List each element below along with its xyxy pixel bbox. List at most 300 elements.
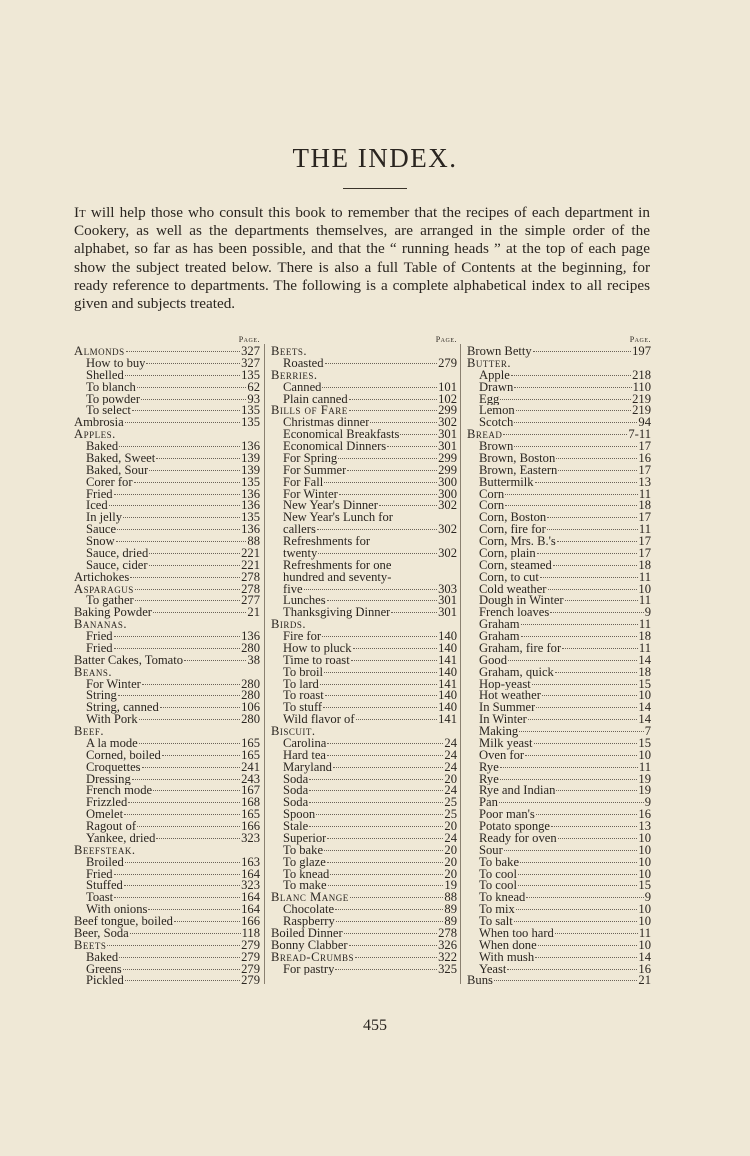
index-entry-page: 140 bbox=[438, 642, 457, 655]
index-entry-page: 11 bbox=[638, 642, 651, 655]
dot-leader bbox=[511, 375, 631, 376]
index-entry-label: Frizzled bbox=[86, 797, 128, 810]
index-entry-page: 323 bbox=[241, 832, 260, 845]
index-entry-page: 301 bbox=[438, 441, 457, 453]
index-entry-page: 164 bbox=[241, 904, 260, 916]
index-entry-label: Carolina bbox=[283, 737, 327, 750]
dot-leader bbox=[139, 743, 240, 744]
index-entry-label: Graham bbox=[479, 619, 520, 631]
index-entry-page: 94 bbox=[638, 417, 651, 430]
dot-leader bbox=[518, 874, 637, 875]
dot-leader bbox=[174, 921, 240, 922]
index-entry-label: Fire for bbox=[283, 631, 322, 643]
intro-lead-word: It bbox=[74, 204, 86, 221]
dot-leader bbox=[556, 790, 637, 791]
index-entry-page: 9 bbox=[644, 892, 651, 905]
index-entry-page: 166 bbox=[241, 916, 260, 928]
index-entry bbox=[271, 714, 457, 726]
index-entry-label: Broiled bbox=[86, 856, 124, 869]
dot-leader bbox=[125, 422, 240, 423]
index-entry bbox=[74, 714, 260, 726]
index-entry-label: To knead bbox=[479, 892, 526, 905]
dot-leader bbox=[325, 363, 438, 364]
index-entry bbox=[74, 964, 260, 976]
index-entry bbox=[74, 809, 260, 821]
index-entry-page: 218 bbox=[632, 369, 651, 382]
index-entry-page: 10 bbox=[638, 749, 651, 762]
index-entry-page: 326 bbox=[438, 939, 457, 952]
dot-leader bbox=[146, 363, 240, 364]
index-entry-page: 323 bbox=[241, 880, 260, 893]
index-entry-page: 243 bbox=[241, 773, 260, 786]
index-entry-page: 20 bbox=[444, 821, 457, 833]
index-entry-page: 168 bbox=[241, 797, 260, 810]
dot-leader bbox=[518, 885, 637, 886]
index-entry-page: 10 bbox=[638, 868, 651, 881]
dot-leader bbox=[349, 945, 438, 946]
index-entry-label: Beer, Soda bbox=[74, 927, 129, 940]
index-entry bbox=[271, 358, 457, 370]
index-entry-label: Yeast bbox=[479, 963, 507, 976]
dot-leader bbox=[119, 446, 240, 447]
index-entry-page: 136 bbox=[241, 488, 260, 501]
index-entry bbox=[74, 465, 260, 477]
index-entry-label: To lard bbox=[283, 678, 319, 691]
index-entry bbox=[271, 548, 457, 560]
index-entry-label: Beets. bbox=[271, 346, 308, 358]
dot-leader bbox=[130, 933, 241, 934]
index-entry-label: To broil bbox=[283, 666, 324, 679]
index-entry-page: 16 bbox=[638, 963, 651, 976]
index-entry-label: With Pork bbox=[86, 714, 138, 726]
index-entry-label: Omelet bbox=[86, 809, 124, 821]
index-entry bbox=[271, 880, 457, 892]
index-entry-page: 279 bbox=[241, 975, 260, 988]
index-entry bbox=[271, 964, 457, 976]
index-entry bbox=[271, 465, 457, 477]
index-entry bbox=[467, 726, 651, 738]
index-entry bbox=[467, 774, 651, 786]
index-entry bbox=[74, 904, 260, 916]
dot-leader bbox=[125, 375, 240, 376]
index-entry-page: 9 bbox=[644, 797, 651, 810]
index-entry-page: 93 bbox=[247, 393, 260, 406]
dot-leader bbox=[149, 565, 241, 566]
index-entry-page: 327 bbox=[241, 346, 260, 358]
dot-leader bbox=[335, 969, 437, 970]
index-entry-page: 278 bbox=[438, 927, 457, 940]
index-entry-label: Beans. bbox=[74, 666, 113, 679]
index-entry-page: 136 bbox=[241, 631, 260, 643]
index-entry-label: To cool bbox=[479, 880, 517, 893]
index-entry-page: 62 bbox=[247, 381, 260, 394]
index-entry-page: 13 bbox=[638, 476, 651, 489]
dot-leader bbox=[134, 482, 241, 483]
index-entry-page: 19 bbox=[638, 785, 651, 798]
index-entry-page: 18 bbox=[638, 559, 651, 572]
index-entry-label: New Year's Dinner bbox=[283, 500, 378, 513]
dot-leader bbox=[327, 862, 444, 863]
index-entry-page: 38 bbox=[247, 654, 260, 667]
index-entry bbox=[271, 489, 457, 501]
dot-leader bbox=[309, 779, 443, 780]
dot-leader bbox=[534, 743, 638, 744]
index-entry bbox=[74, 417, 260, 429]
index-entry-page: 18 bbox=[638, 500, 651, 513]
index-entry bbox=[467, 809, 651, 821]
index-entry bbox=[271, 524, 457, 536]
index-entry-page: 141 bbox=[438, 654, 457, 667]
index-entry-page: 164 bbox=[241, 868, 260, 881]
index-entry-label: Lemon bbox=[479, 405, 515, 418]
index-entry-label: Boiled Dinner bbox=[271, 927, 343, 940]
dot-leader bbox=[339, 494, 437, 495]
index-entry-page: 300 bbox=[438, 488, 457, 501]
index-entry-label: Maryland bbox=[283, 761, 332, 774]
page-column-header: Page. bbox=[629, 335, 651, 344]
index-entry bbox=[74, 785, 260, 797]
dot-leader bbox=[555, 672, 638, 673]
index-entry-page: 302 bbox=[438, 417, 457, 430]
index-entry-label: Soda bbox=[283, 785, 309, 798]
index-entry-label: Brown, Eastern bbox=[479, 464, 558, 477]
dot-leader bbox=[128, 802, 240, 803]
index-entry-page: 301 bbox=[438, 607, 457, 620]
dot-leader bbox=[514, 422, 637, 423]
index-entry-label: Beefsteak. bbox=[74, 844, 136, 857]
index-entry bbox=[74, 441, 260, 453]
dot-leader bbox=[107, 945, 240, 946]
index-entry-label: To blanch bbox=[86, 381, 136, 394]
dot-leader bbox=[494, 980, 638, 981]
index-entry-label: Sauce bbox=[86, 524, 117, 536]
index-entry-page: 135 bbox=[241, 417, 260, 430]
index-entry bbox=[271, 940, 457, 952]
index-entry-page: 89 bbox=[444, 916, 457, 928]
index-entry-page: 278 bbox=[241, 583, 260, 596]
dot-leader bbox=[123, 969, 240, 970]
index-entry-page: 136 bbox=[241, 500, 260, 513]
index-entry bbox=[467, 619, 651, 631]
dot-leader bbox=[139, 719, 240, 720]
index-entry-label: Making bbox=[479, 726, 519, 738]
index-entry-page: 11 bbox=[638, 761, 651, 774]
dot-leader bbox=[528, 719, 638, 720]
index-entry-label: Baked, Sour bbox=[86, 464, 149, 477]
dot-leader bbox=[309, 826, 443, 827]
index-entry bbox=[271, 833, 457, 845]
dot-leader bbox=[320, 684, 437, 685]
index-entry-page: 11 bbox=[638, 619, 651, 631]
index-entry-label: Almonds bbox=[74, 346, 125, 358]
dot-leader bbox=[521, 636, 638, 637]
index-entry bbox=[271, 750, 457, 762]
index-entry bbox=[74, 405, 260, 417]
index-entry bbox=[271, 453, 457, 465]
dot-leader bbox=[324, 850, 443, 851]
dot-leader bbox=[516, 909, 638, 910]
index-entry-label: To glaze bbox=[283, 856, 326, 869]
index-entry-label: Corn, to cut bbox=[479, 571, 539, 584]
index-entry-page: 163 bbox=[241, 856, 260, 869]
index-entry-label: With mush bbox=[479, 951, 535, 964]
index-entry bbox=[467, 405, 651, 417]
dot-leader bbox=[525, 755, 637, 756]
index-entry-label: Pan bbox=[479, 797, 498, 810]
index-entry-page: 25 bbox=[444, 797, 457, 810]
index-entry bbox=[271, 536, 457, 548]
index-entry-label: How to buy bbox=[86, 357, 146, 370]
index-entry bbox=[74, 750, 260, 762]
dot-leader bbox=[400, 434, 437, 435]
index-entry-page: 14 bbox=[638, 714, 651, 726]
dot-leader bbox=[391, 612, 437, 613]
dot-leader bbox=[557, 541, 638, 542]
index-entry-label: Hot weather bbox=[479, 690, 541, 703]
dot-leader bbox=[356, 719, 438, 720]
index-entry-label: Baked bbox=[86, 951, 119, 964]
dot-leader bbox=[565, 600, 638, 601]
index-entry-page: 279 bbox=[241, 939, 260, 952]
index-entry bbox=[271, 512, 457, 524]
index-entry bbox=[74, 631, 260, 643]
dot-leader bbox=[114, 494, 241, 495]
index-entry-label: To cool bbox=[479, 868, 517, 881]
index-entry-page: 327 bbox=[241, 357, 260, 370]
index-entry-page: 140 bbox=[438, 690, 457, 703]
index-entry-label: Soda bbox=[283, 773, 309, 786]
dot-leader bbox=[125, 980, 240, 981]
index-entry bbox=[271, 584, 457, 596]
dot-leader bbox=[132, 779, 240, 780]
index-entry bbox=[271, 809, 457, 821]
index-entry-label: Christmas dinner bbox=[283, 417, 370, 430]
index-entry-page: 101 bbox=[438, 381, 457, 394]
dot-leader bbox=[141, 399, 246, 400]
index-entry-page: 279 bbox=[241, 951, 260, 964]
index-entry bbox=[74, 821, 260, 833]
dot-leader bbox=[379, 505, 437, 506]
index-entry-page: 135 bbox=[241, 476, 260, 489]
index-entry bbox=[74, 797, 260, 809]
dot-leader bbox=[555, 933, 638, 934]
index-entry bbox=[271, 595, 457, 607]
index-entry bbox=[271, 892, 457, 904]
index-entry-label: For pastry bbox=[283, 963, 335, 976]
index-list bbox=[467, 346, 651, 987]
dot-leader bbox=[336, 921, 444, 922]
index-entry-label: French mode bbox=[86, 785, 153, 798]
index-entry-label: String, canned bbox=[86, 702, 159, 715]
column-divider bbox=[264, 344, 265, 984]
index-entry-label: Fried bbox=[86, 642, 113, 655]
dot-leader bbox=[114, 897, 240, 898]
dot-leader bbox=[153, 790, 240, 791]
index-entry-label: Stale bbox=[283, 821, 309, 833]
index-entry bbox=[271, 785, 457, 797]
index-entry-page: 88 bbox=[247, 536, 260, 548]
dot-leader bbox=[537, 553, 638, 554]
index-entry bbox=[467, 512, 651, 524]
index-entry bbox=[271, 560, 457, 572]
dot-leader bbox=[153, 612, 246, 613]
index-entry-label: Baked bbox=[86, 441, 119, 453]
index-entry-label: Dressing bbox=[86, 773, 131, 786]
dot-leader bbox=[125, 862, 240, 863]
dot-leader bbox=[124, 885, 240, 886]
index-entry bbox=[271, 845, 457, 857]
index-entry bbox=[271, 382, 457, 394]
dot-leader bbox=[160, 707, 240, 708]
dot-leader bbox=[149, 553, 240, 554]
dot-leader bbox=[309, 790, 443, 791]
index-entry-label: In Winter bbox=[479, 714, 527, 726]
index-entry-page: 280 bbox=[241, 642, 260, 655]
dot-leader bbox=[135, 589, 240, 590]
index-entry bbox=[271, 928, 457, 940]
index-entry-page: 9 bbox=[644, 607, 651, 620]
index-entry-page: 19 bbox=[638, 773, 651, 786]
dot-leader bbox=[327, 755, 443, 756]
index-entry-page: 14 bbox=[638, 654, 651, 667]
index-entry bbox=[74, 394, 260, 406]
dot-leader bbox=[347, 470, 437, 471]
dot-leader bbox=[117, 529, 240, 530]
index-entry bbox=[271, 394, 457, 406]
index-entry-label: Buttermilk bbox=[479, 476, 534, 489]
index-entry-page: 141 bbox=[438, 678, 457, 691]
index-entry-page: 11 bbox=[638, 927, 651, 940]
index-entry bbox=[467, 500, 651, 512]
index-entry-label: With onions bbox=[86, 904, 148, 916]
index-entry-label: Hop-yeast bbox=[479, 678, 531, 691]
dot-leader bbox=[162, 755, 240, 756]
index-entry-page: 302 bbox=[438, 547, 457, 560]
index-entry bbox=[74, 975, 260, 987]
index-entry bbox=[271, 607, 457, 619]
index-entry-page: 197 bbox=[632, 346, 651, 358]
index-entry-label: Corned, boiled bbox=[86, 749, 161, 762]
index-entry bbox=[271, 952, 457, 964]
index-entry bbox=[467, 880, 651, 892]
index-entry bbox=[271, 726, 457, 738]
index-entry-label: To knead bbox=[283, 868, 330, 881]
index-entry bbox=[467, 595, 651, 607]
dot-leader bbox=[535, 957, 637, 958]
index-entry-label: Thanksgiving Dinner bbox=[283, 607, 391, 620]
index-entry-page: 301 bbox=[438, 429, 457, 441]
index-entry-page: 139 bbox=[241, 464, 260, 477]
index-entry-label: hundred and seventy- bbox=[283, 571, 392, 584]
dot-leader bbox=[149, 470, 240, 471]
index-entry-page: 299 bbox=[438, 464, 457, 477]
index-entry-label: New Year's Lunch for bbox=[283, 512, 393, 525]
index-entry-page: 10 bbox=[638, 904, 651, 916]
dot-leader bbox=[536, 814, 638, 815]
dot-leader bbox=[114, 874, 241, 875]
index-entry bbox=[74, 869, 260, 881]
index-entry bbox=[467, 750, 651, 762]
index-entry-page: 10 bbox=[638, 844, 651, 857]
index-entry-page: 18 bbox=[638, 631, 651, 643]
index-entry bbox=[271, 477, 457, 489]
index-entry-label: Apple bbox=[479, 369, 510, 382]
index-entry-page: 110 bbox=[632, 381, 651, 394]
dot-leader bbox=[328, 885, 444, 886]
index-entry-page: 17 bbox=[638, 512, 651, 525]
index-entry-page: 24 bbox=[444, 749, 457, 762]
index-entry bbox=[74, 607, 260, 619]
index-entry bbox=[467, 714, 651, 726]
index-entry-page: 10 bbox=[638, 939, 651, 952]
index-entry bbox=[467, 477, 651, 489]
index-entry-label: Potato sponge bbox=[479, 821, 551, 833]
index-entry bbox=[74, 833, 260, 845]
index-entry-page: 15 bbox=[638, 880, 651, 893]
index-entry-label: Artichokes bbox=[74, 571, 130, 584]
index-entry-label: Toast bbox=[86, 892, 114, 905]
index-entry bbox=[74, 477, 260, 489]
title-rule bbox=[343, 188, 407, 189]
index-entry bbox=[467, 346, 651, 358]
index-entry-page: 19 bbox=[444, 880, 457, 893]
index-entry-page: 140 bbox=[438, 702, 457, 715]
index-entry-label: Beef. bbox=[74, 726, 105, 738]
index-entry-page: 20 bbox=[444, 773, 457, 786]
index-entry-page: 165 bbox=[241, 749, 260, 762]
index-entry-label: Roasted bbox=[283, 357, 324, 370]
index-entry-page: 221 bbox=[241, 547, 260, 560]
page-column-header: Page. bbox=[435, 335, 457, 344]
index-entry-label: Fried bbox=[86, 868, 113, 881]
index-entry bbox=[271, 655, 457, 667]
index-entry-label: Apples. bbox=[74, 429, 116, 441]
index-entry bbox=[467, 465, 651, 477]
dot-leader bbox=[349, 399, 437, 400]
index-entry bbox=[467, 845, 651, 857]
index-entry-label: In Summer bbox=[479, 702, 536, 715]
index-entry-page: 141 bbox=[438, 714, 457, 726]
index-entry-page: 118 bbox=[241, 927, 260, 940]
index-entry-label: Economical Breakfasts bbox=[283, 429, 400, 441]
dot-leader bbox=[562, 648, 638, 649]
index-entry-label: To roast bbox=[283, 690, 324, 703]
index-entry-page: 219 bbox=[632, 393, 651, 406]
index-entry bbox=[74, 382, 260, 394]
index-entry-label: Buns bbox=[467, 975, 493, 988]
index-entry-label: Cold weather bbox=[479, 583, 547, 596]
index-entry-label: To make bbox=[283, 880, 327, 893]
dot-leader bbox=[558, 838, 638, 839]
index-entry bbox=[467, 655, 651, 667]
index-entry bbox=[74, 857, 260, 869]
index-entry-label: When done bbox=[479, 939, 537, 952]
index-entry-label: Blanc Mange bbox=[271, 892, 349, 905]
index-entry bbox=[467, 916, 651, 928]
index-entry-page: 10 bbox=[638, 916, 651, 928]
index-entry-page: 280 bbox=[241, 714, 260, 726]
index-entry-page: 165 bbox=[241, 809, 260, 821]
index-entry bbox=[271, 797, 457, 809]
dot-leader bbox=[350, 897, 444, 898]
index-entry-label: Berries. bbox=[271, 369, 318, 382]
index-entry bbox=[467, 489, 651, 501]
index-entry bbox=[74, 679, 260, 691]
dot-leader bbox=[558, 470, 637, 471]
dot-leader bbox=[316, 814, 443, 815]
index-entry-page: 11 bbox=[638, 488, 651, 501]
dot-leader bbox=[323, 707, 437, 708]
